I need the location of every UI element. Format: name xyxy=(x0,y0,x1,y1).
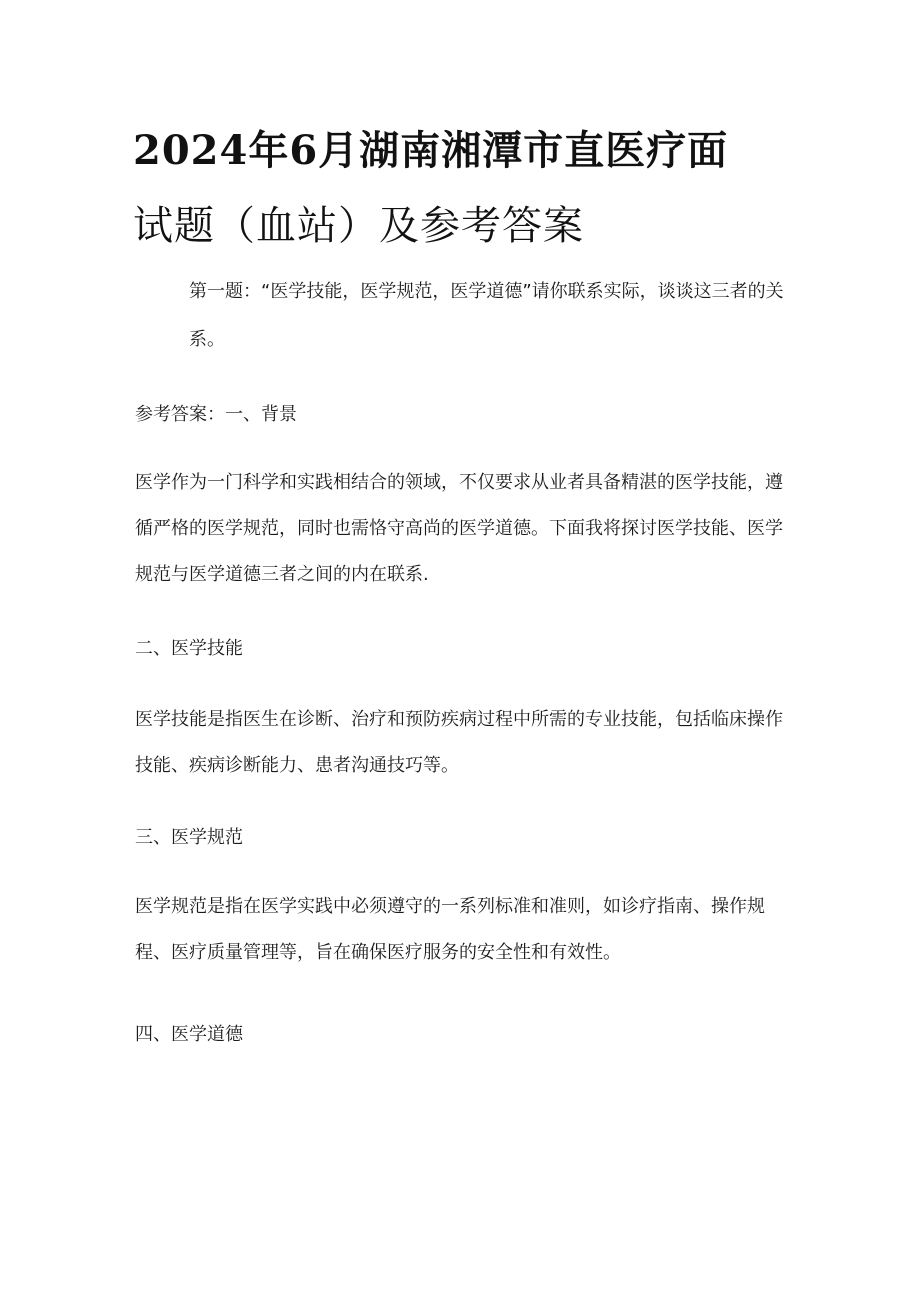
skill-paragraph: 医学技能是指医生在诊断、治疗和预防疾病过程中所需的专业技能，包括临床操作技能、疾病诊断能力、患者沟通技巧等。 xyxy=(135,709,783,776)
question-text: 第一题：“医学技能，医学规范，医学道德”请你联系实际，谈谈这三者的关系。 xyxy=(189,281,784,350)
answer-heading: 参考答案：一、背景 xyxy=(135,404,297,425)
section-heading-norms: 三、医学规范 xyxy=(135,827,243,848)
document-title-line-2: 试题（血站）及参考答案 xyxy=(133,203,584,249)
norms-paragraph: 医学规范是指在医学实践中必须遵守的一系列标准和准则，如诊疗指南、操作规程、医疗质量管理等，旨在确保医疗服务的安全性和有效性。 xyxy=(135,896,765,963)
section-heading-skill: 二、医学技能 xyxy=(135,638,243,659)
document-title-line-1: 2024年6月湖南湘潭市直医疗面 xyxy=(133,127,729,174)
background-paragraph: 医学作为一门科学和实践相结合的领域，不仅要求从业者具备精湛的医学技能，遵循严格的医学规范，同时也需恪守高尚的医学道德。下面我将探讨医学技能、医学规范与医学道德三者之间的内在联系. xyxy=(135,472,783,585)
section-heading-ethics: 四、医学道德 xyxy=(135,1024,243,1045)
